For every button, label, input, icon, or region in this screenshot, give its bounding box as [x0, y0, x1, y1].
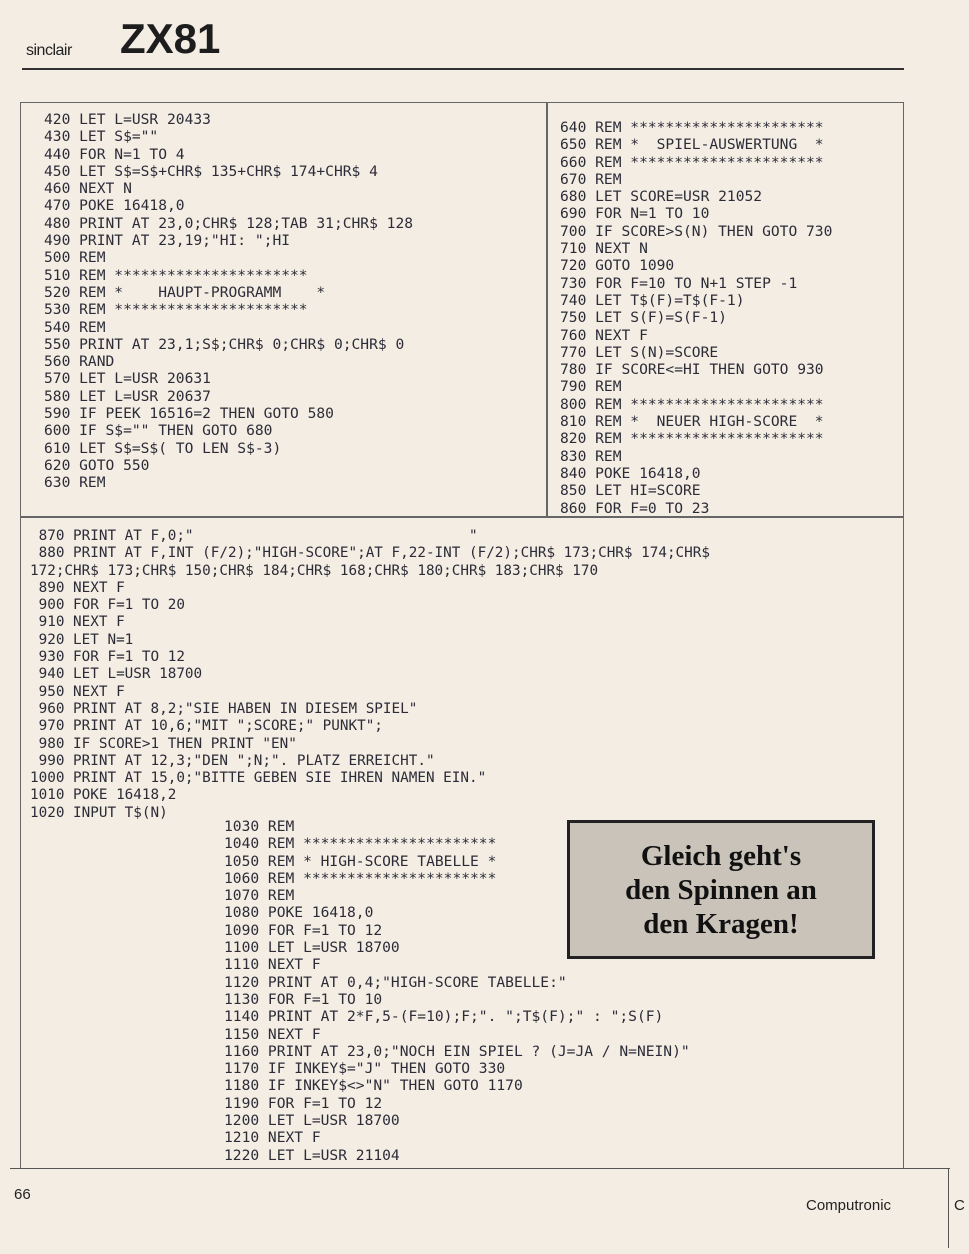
next-page-fragment: C: [954, 1197, 965, 1214]
footer-rule: [10, 1168, 950, 1169]
code-listing-middle: 870 PRINT AT F,0;" " 880 PRINT AT F,INT (F/2);"HIGH-SCORE";AT F,22-INT (F/2);CHR$ 173;CHR$ 174;CHR$ 172;CHR$ 173;CHR$ 150;CHR$ 184;CHR$ 168;CHR$ 180;CHR$ 183;CHR$ 170 890 NEXT F 900 FOR F=1 TO 20 910 NEXT F 920 LET N=1 930 FOR F=1 TO 12 940 LET L=USR 18700 950 NEXT F 960 PRINT AT 8,2;"SIE HABEN IN DIESEM SPIEL" 970 PRINT AT 10,6;"MIT ";SCORE;" PUNKT"; 980 IF SCORE>1 THEN PRINT "EN" 990 PRINT AT 12,3;"DEN ";N;". PLATZ ERREICHT." 1000 PRINT AT 15,0;"BITTE GEBEN SIE IHREN NAMEN EIN." 1010 POKE 16418,2 1020 INPUT T$(N): [30, 528, 710, 821]
callout-line-2: den Spinnen an: [625, 873, 817, 906]
publication-name: Computronic: [806, 1197, 892, 1214]
callout-line-1: Gleich geht's: [640, 839, 802, 872]
callout-box: [567, 820, 875, 959]
code-listing-top-right: 640 REM ********************** 650 REM * SPIEL-AUSWERTUNG * 660 REM ********************** 670 REM 680 LET SCORE=USR 21052 690 FOR N=1 TO 10 700 IF SCORE>S(N) THEN GOTO 730 710 NEXT N 720 GOTO 1090 730 FOR F=10 TO N+1 STEP -1 740 LET T$(F)=T$(F-1) 750 LET S(F)=S(F-1) 760 NEXT F 770 LET S(N)=SCORE 780 IF SCORE<=HI THEN GOTO 930 790 REM 800 REM ********************** 810 REM * NEUER HIGH-SCORE * 820 REM ********************** 830 REM 840 POKE 16418,0 850 LET HI=SCORE 860 FOR F=0 TO 23: [560, 119, 833, 517]
code-listing-top-left: 420 LET L=USR 20433 430 LET S$="" 440 FOR N=1 TO 4 450 LET S$=S$+CHR$ 135+CHR$ 174+CHR$ 4 460 NEXT N 470 POKE 16418,0 480 PRINT AT 23,0;CHR$ 128;TAB 31;CHR$ 128 490 PRINT AT 23,19;"HI: ";HI 500 REM 510 REM ********************** 520 REM * HAUPT-PROGRAMM * 530 REM ********************** 540 REM 550 PRINT AT 23,1;S$;CHR$ 0;CHR$ 0;CHR$ 0 560 RAND 570 LET L=USR 20631 580 LET L=USR 20637 590 IF PEEK 16516=2 THEN GOTO 580 600 IF S$="" THEN GOTO 680 610 LET S$=S$( TO LEN S$-3) 620 GOTO 550 630 REM: [44, 111, 414, 492]
brand-logo-text: sinclair: [26, 42, 72, 59]
footer-divider: [948, 1168, 949, 1248]
code-listing-bottom: 1030 REM 1040 REM ********************** 1050 REM * HIGH-SCORE TABELLE * 1060 REM ********************** 1070 REM 1080 POKE 16418,0 1090 FOR F=1 TO 12 1100 LET L=USR 18700 1110 NEXT F 1120 PRINT AT 0,4;"HIGH-SCORE TABELLE:" 1130 FOR F=1 TO 10 1140 PRINT AT 2*F,5-(F=10);F;". ";T$(F);" : ";S(F) 1150 NEXT F 1160 PRINT AT 23,0;"NOCH EIN SPIEL ? (J=JA / N=NEIN)" 1170 IF INKEY$="J" THEN GOTO 330 1180 IF INKEY$<>"N" THEN GOTO 1170 1190 FOR F=1 TO 12 1200 LET L=USR 18700 1210 NEXT F 1220 LET L=USR 21104: [224, 818, 690, 1164]
page-number: 66: [14, 1186, 31, 1203]
page-header: [22, 14, 904, 70]
callout-line-3: den Kragen!: [643, 907, 799, 940]
model-logo-text: ZX81: [120, 15, 221, 62]
